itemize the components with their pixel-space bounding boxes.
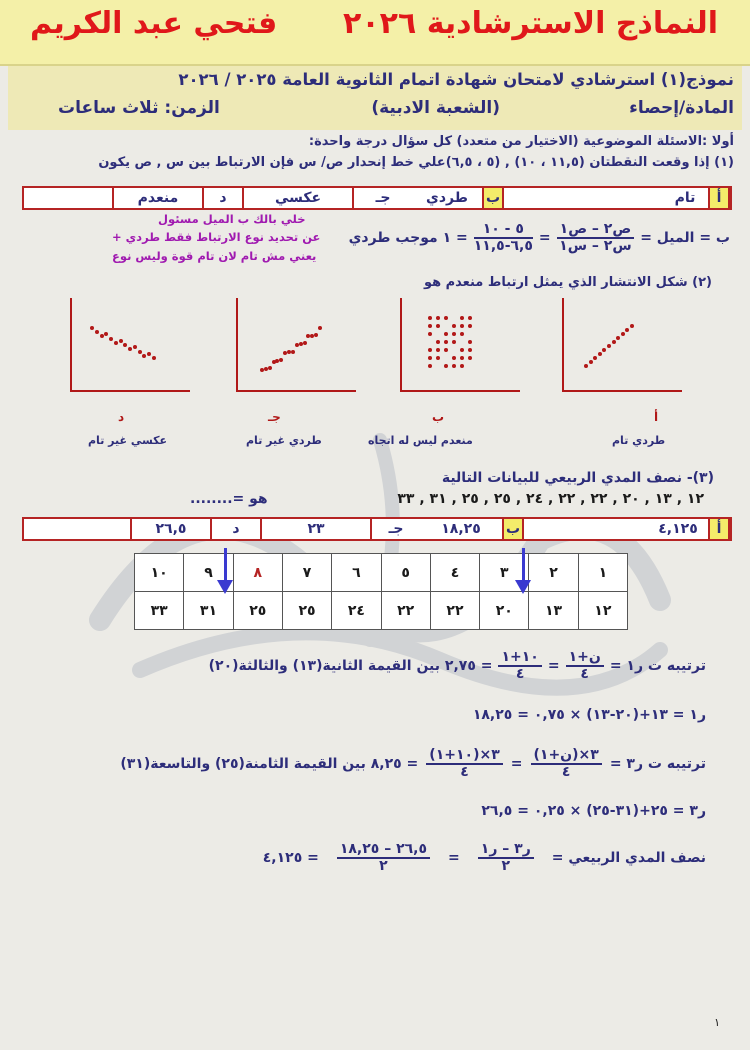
table-row-ranks bbox=[135, 554, 628, 592]
question-1-solution: ب = الميل = $\frac{\text{ص٢ – ص١}}{\text{س٢ – س١}}$ = $\frac{٥ - ١٠}{٦,٥-١١,٥}$ = ١ موجب طردي bbox=[348, 221, 730, 254]
choice-text[interactable]: عكسي bbox=[242, 188, 352, 208]
scatter-point bbox=[268, 366, 272, 370]
value-cell: ١٢ bbox=[578, 592, 627, 630]
plot-label: طردي تام bbox=[612, 434, 666, 447]
value-cell: ٢٤ bbox=[332, 592, 381, 630]
scatter-point bbox=[589, 360, 593, 364]
scatter-point bbox=[428, 356, 432, 360]
step-result: = ٨,٢٥ بين القيمة الثامنة(٢٥) والتاسعة(٣١) bbox=[120, 756, 419, 772]
scatter-point bbox=[152, 356, 156, 360]
scatter-point bbox=[468, 356, 472, 360]
fraction: $\frac{١٠+١}{٤}$ bbox=[498, 650, 541, 682]
scatter-point bbox=[460, 316, 464, 320]
fraction: $\frac{\text{٣×(ن+١)}}{٤}$ bbox=[531, 748, 602, 780]
scatter-point bbox=[279, 358, 283, 362]
fraction: $\frac{٢٦,٥ - ١٨,٢٥}{٢}$ bbox=[337, 842, 430, 874]
scatter-point bbox=[123, 343, 127, 347]
scatter-point bbox=[630, 324, 634, 328]
rank-cell: ٨ bbox=[233, 554, 282, 592]
rank-cell: ٧ bbox=[282, 554, 331, 592]
choice-text[interactable]: ٢٦,٥ bbox=[130, 519, 210, 539]
scatter-point bbox=[303, 341, 307, 345]
scatter-point bbox=[95, 330, 99, 334]
scatter-point bbox=[584, 364, 588, 368]
value-cell: ٢٢ bbox=[381, 592, 430, 630]
scatter-point bbox=[428, 332, 432, 336]
step-result: = ٢,٧٥ بين القيمة الثانية(١٣) والثالثة(٢٠) bbox=[208, 658, 493, 674]
value-cell: ٢٠ bbox=[480, 592, 529, 630]
plot-label: طردي غير تام bbox=[246, 434, 322, 447]
scatter-point bbox=[468, 316, 472, 320]
scatter-point bbox=[428, 324, 432, 328]
scatter-point bbox=[104, 332, 108, 336]
value-cell: ٢٢ bbox=[430, 592, 479, 630]
scatter-point bbox=[621, 332, 625, 336]
page-number: ١ bbox=[714, 1016, 720, 1029]
rank-cell: ٥ bbox=[381, 554, 430, 592]
choice-text[interactable]: تام bbox=[674, 190, 696, 206]
arrow-down-icon bbox=[515, 580, 531, 594]
question-1-choices bbox=[22, 186, 732, 210]
plot-letter: أ bbox=[654, 410, 659, 424]
question-3-text: (٣)- نصف المدي الربيعي للبيانات التالية bbox=[441, 470, 714, 486]
step-label: ترتيبه ت ر١ = bbox=[609, 658, 706, 674]
scatter-point bbox=[436, 356, 440, 360]
scatter-point bbox=[444, 340, 448, 344]
scatter-point bbox=[602, 348, 606, 352]
scatter-point bbox=[436, 316, 440, 320]
choice-letter: أ bbox=[708, 519, 730, 539]
scatter-point bbox=[452, 364, 456, 368]
exam-branch: (الشعبة الادبية) bbox=[371, 98, 500, 118]
value-cell: ٣١ bbox=[184, 592, 233, 630]
scatter-point bbox=[436, 348, 440, 352]
scatter-point bbox=[133, 345, 137, 349]
slope-label: ب = الميل = bbox=[640, 230, 730, 246]
plot-letter: د bbox=[118, 410, 125, 424]
scatter-point bbox=[612, 340, 616, 344]
scatter-point bbox=[625, 328, 629, 332]
value-cell: ١٣ bbox=[529, 592, 578, 630]
slope-result: = ١ موجب طردي bbox=[348, 230, 468, 246]
exam-info-box bbox=[8, 66, 742, 130]
question-3-ask: هو =........ bbox=[190, 491, 268, 507]
solution-step-4: ر٣ = ٢٥+(٣١-٢٥) × ٠,٢٥ = ٢٦,٥ bbox=[481, 803, 706, 819]
scatter-point bbox=[616, 336, 620, 340]
scatter-point bbox=[444, 364, 448, 368]
question-1-text: (١) إذا وقعت النقطتان (١١,٥ ، ١٠) , (٥ ، ٦,٥)علي خط إنحدار ص/ س فإن الارتباط بين س , ص يكون bbox=[98, 155, 734, 170]
rank-cell: ١٠ bbox=[135, 554, 184, 592]
scatter-point bbox=[460, 332, 464, 336]
choice-letter: جـ bbox=[352, 188, 412, 208]
scatter-point bbox=[444, 316, 448, 320]
scatter-point bbox=[460, 356, 464, 360]
scatter-point bbox=[460, 364, 464, 368]
scatter-point bbox=[128, 347, 132, 351]
fraction: $\frac{٣\times(١٠+١)}{٤}$ bbox=[426, 748, 502, 780]
ordered-data-table bbox=[134, 553, 628, 630]
choice-letter: د bbox=[202, 188, 242, 208]
page-header bbox=[0, 0, 750, 66]
solution-step-2: ر١ = ١٣+(٢٠-١٣) × ٠,٧٥ = ١٨,٢٥ bbox=[472, 707, 706, 723]
scatter-point bbox=[460, 324, 464, 328]
solution-step-5: نصف المدي الربيعي = $\frac{\text{ر٣ – ر١}}{٢}$ = $\frac{٢٦,٥ - ١٨,٢٥}{٢}$ = ٤,١٢٥ bbox=[262, 841, 706, 874]
choice-text[interactable]: طردي bbox=[426, 190, 468, 206]
scatter-point bbox=[90, 326, 94, 330]
choice-letter: ب bbox=[502, 519, 524, 539]
solution-step-1: ترتيبه ت ر١ = $\frac{\text{ن+١}}{٤}$ = $\frac{١٠+١}{٤}$ = ٢,٧٥ بين القيمة الثانية(١٣) والثالثة(٢٠) bbox=[208, 649, 706, 682]
section-heading: أولا :الاسئلة الموضوعية (الاختيار من متعدد) كل سؤال درجة واحدة: bbox=[308, 134, 734, 149]
note-line-3: يعني مش تام لان تام قوة وليس نوع bbox=[112, 249, 317, 263]
choice-text[interactable]: منعدم bbox=[112, 188, 202, 208]
scatter-point bbox=[452, 332, 456, 336]
scatter-plot-c[interactable] bbox=[236, 298, 356, 392]
scatter-plot-b[interactable] bbox=[400, 298, 520, 392]
fraction: $\frac{\text{ر٣ – ر١}}{٢}$ bbox=[478, 842, 534, 874]
slope-substitution: $\frac{٥ - ١٠}{٦,٥-١١,٥}$ bbox=[473, 221, 533, 254]
value-cell: ٣٣ bbox=[135, 592, 184, 630]
scatter-plot-d[interactable] bbox=[70, 298, 190, 392]
choice-letter: ب bbox=[482, 188, 504, 208]
plot-label: منعدم ليس له اتجاه bbox=[368, 434, 473, 447]
exam-title: نموذج(١) استرشادي لامتحان شهادة اتمام الثانوية العامة ٢٠٢٥ / ٢٠٢٦ bbox=[178, 70, 734, 89]
q1-arrow-line bbox=[522, 548, 525, 582]
scatter-point bbox=[142, 354, 146, 358]
scatter-point bbox=[452, 340, 456, 344]
choice-letter: جـ bbox=[370, 519, 420, 539]
step-label: نصف المدي الربيعي = bbox=[551, 850, 706, 866]
final-answer: = ٤,١٢٥ bbox=[262, 850, 319, 866]
note-line-2: عن تحديد نوع الارتباط فقط طردي + bbox=[112, 230, 321, 244]
scatter-point bbox=[468, 348, 472, 352]
header-title: النماذج الاسترشادية ٢٠٢٦ bbox=[343, 6, 718, 41]
scatter-point bbox=[428, 348, 432, 352]
scatter-point bbox=[607, 344, 611, 348]
rank-cell: ٩ bbox=[184, 554, 233, 592]
rank-cell: ٤ bbox=[430, 554, 479, 592]
scatter-point bbox=[100, 334, 104, 338]
plot-label: عكسي غير تام bbox=[88, 434, 168, 447]
scatter-point bbox=[147, 352, 151, 356]
question-2-text: (٢) شكل الانتشار الذي يمثل ارتباط منعدم هو bbox=[423, 275, 712, 290]
plot-letter: ب bbox=[432, 410, 445, 424]
scatter-plot-a[interactable] bbox=[562, 298, 682, 392]
scatter-point bbox=[593, 356, 597, 360]
scatter-point bbox=[109, 337, 113, 341]
scatter-point bbox=[468, 324, 472, 328]
slope-formula: $\frac{\text{ص٢ – ص١}}{\text{س٢ – س١}}$ bbox=[557, 222, 635, 254]
exam-subject: المادة/إحصاء bbox=[629, 98, 734, 118]
choice-letter: أ bbox=[708, 188, 730, 208]
scatter-point bbox=[598, 352, 602, 356]
value-cell: ٢٥ bbox=[233, 592, 282, 630]
solution-step-3: ترتيبه ت ر٣ = $\frac{\text{٣×(ن+١)}}{٤}$ = $\frac{٣\times(١٠+١)}{٤}$ = ٨,٢٥ بين القيمة الثامنة(٢٥) والتاسعة(٣١) bbox=[120, 747, 706, 780]
scatter-point bbox=[460, 348, 464, 352]
scatter-point bbox=[436, 324, 440, 328]
question-3-data: ١٢ , ١٣ , ٢٠ , ٢٢ , ٢٢ , ٢٤ , ٢٥ , ٢٥ , ٣١ , ٣٣ bbox=[397, 491, 704, 507]
exam-time: الزمن: ثلاث ساعات bbox=[58, 98, 220, 118]
rank-cell: ١ bbox=[578, 554, 627, 592]
note-line-1: خلي بالك ب الميل مسئول bbox=[158, 212, 306, 226]
choice-text[interactable]: ٤,١٢٥ bbox=[658, 521, 698, 537]
choice-text[interactable]: ٢٣ bbox=[260, 519, 370, 539]
scatter-point bbox=[428, 364, 432, 368]
rank-cell: ٣ bbox=[480, 554, 529, 592]
choice-text[interactable]: ١٨,٢٥ bbox=[441, 521, 481, 537]
scatter-point bbox=[119, 339, 123, 343]
header-author: فتحي عبد الكريم bbox=[30, 6, 278, 41]
q3-arrow-line bbox=[224, 548, 227, 582]
scatter-point bbox=[291, 350, 295, 354]
scatter-point bbox=[444, 332, 448, 336]
rank-cell: ٢ bbox=[529, 554, 578, 592]
scatter-point bbox=[428, 316, 432, 320]
scatter-point bbox=[314, 333, 318, 337]
scatter-point bbox=[452, 356, 456, 360]
step-label: ترتيبه ت ر٣ = bbox=[609, 756, 706, 772]
scatter-point bbox=[444, 348, 448, 352]
scatter-point bbox=[318, 326, 322, 330]
value-cell: ٢٥ bbox=[282, 592, 331, 630]
choice-letter: د bbox=[210, 519, 260, 539]
plot-letter: جـ bbox=[268, 410, 281, 424]
scatter-point bbox=[114, 341, 118, 345]
scatter-point bbox=[138, 350, 142, 354]
scatter-point bbox=[452, 324, 456, 328]
fraction: $\frac{\text{ن+١}}{٤}$ bbox=[566, 650, 604, 682]
table-row-values bbox=[135, 592, 628, 630]
rank-cell: ٦ bbox=[332, 554, 381, 592]
scatter-point bbox=[468, 340, 472, 344]
question-3-choices bbox=[22, 517, 732, 541]
scatter-point bbox=[436, 340, 440, 344]
arrow-down-icon bbox=[217, 580, 233, 594]
